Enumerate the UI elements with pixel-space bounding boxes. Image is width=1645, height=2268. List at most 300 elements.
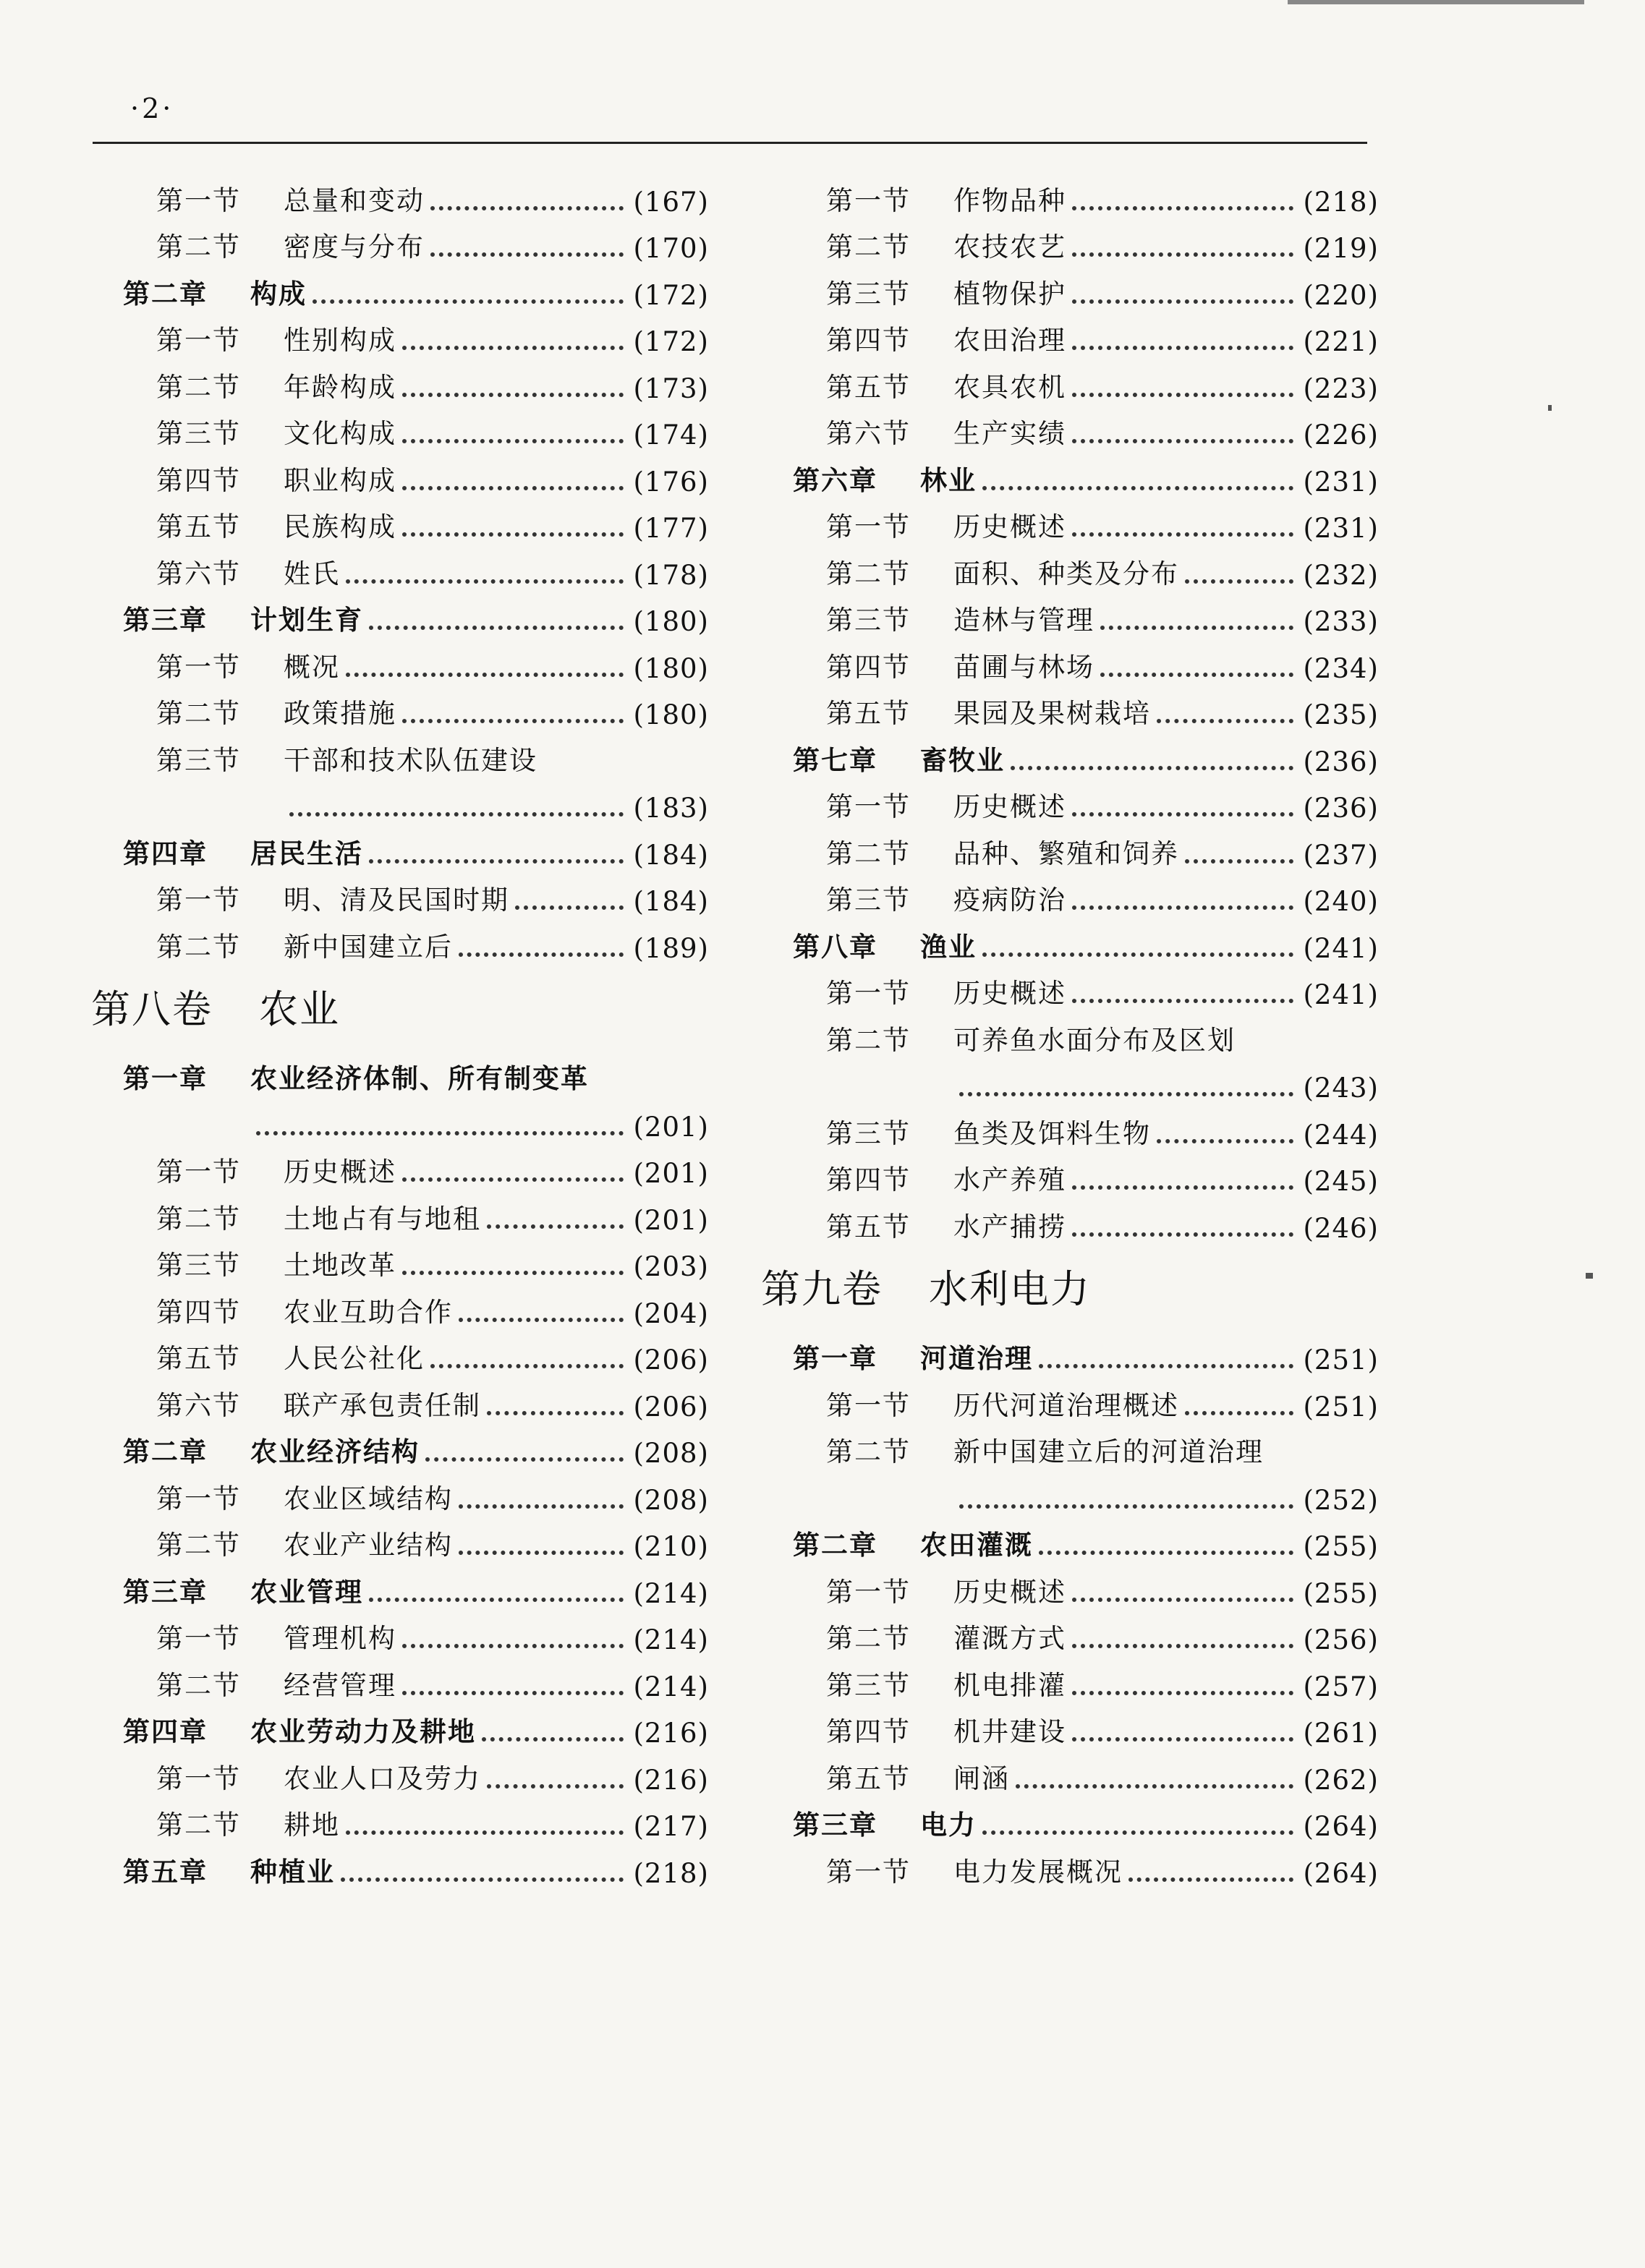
toc-section-entry: [123, 1376, 709, 1423]
toc-chapter-entry: [793, 730, 1379, 777]
dot-leader: [459, 952, 624, 957]
section-label: 第三节: [826, 605, 911, 636]
toc-entry-continuation: [793, 1057, 1379, 1104]
chapter-title: 农业经济体制、所有制变革: [250, 1063, 589, 1094]
section-title: 农业人口及劳力: [284, 1762, 481, 1794]
section-title: 人民公社化: [284, 1343, 425, 1374]
page-ref: (241): [1303, 979, 1379, 1010]
section-label: 第一节: [826, 1856, 911, 1888]
chapter-title: 电力: [920, 1809, 977, 1841]
section-title: 历代河道治理概述: [953, 1389, 1179, 1421]
section-label: 第四节: [826, 1164, 911, 1195]
section-title: 新中国建立后的河道治理: [953, 1436, 1264, 1467]
toc-section-entry: [793, 357, 1379, 404]
page-ref: (184): [633, 886, 709, 917]
toc-section-entry: [123, 311, 709, 358]
section-label: 第五节: [826, 371, 911, 403]
section-label: 第五节: [826, 698, 911, 729]
section-label: 第二节: [156, 1203, 241, 1235]
dot-leader: [1072, 1737, 1293, 1742]
dot-leader: [346, 579, 624, 584]
section-label: 第二节: [826, 1623, 911, 1654]
page-ref: (174): [633, 419, 709, 451]
page-ref: (231): [1303, 513, 1379, 544]
section-label: 第二节: [156, 371, 241, 403]
toc-section-entry: [123, 404, 709, 451]
section-title: 果园及果树栽培: [953, 698, 1151, 729]
section-title: 年龄构成: [284, 371, 396, 403]
section-title: 农业互助合作: [284, 1296, 453, 1328]
page-ref: (206): [633, 1344, 709, 1376]
toc-chapter-entry: [123, 264, 709, 311]
page-ref: (245): [1303, 1166, 1379, 1197]
toc-chapter-entry: [793, 451, 1379, 498]
chapter-title: 种植业: [250, 1856, 335, 1888]
toc-section-entry: [123, 1609, 709, 1656]
toc-section-entry: [123, 1516, 709, 1563]
toc-section-entry: [123, 1143, 709, 1190]
toc-section-entry: [793, 591, 1379, 638]
section-label: 第六节: [156, 1389, 241, 1421]
dot-leader: [1016, 1784, 1293, 1789]
page-ref: (240): [1303, 886, 1379, 917]
section-label: 第一节: [156, 184, 241, 216]
page-ref: (243): [1303, 1073, 1379, 1104]
section-title: 电力发展概况: [953, 1856, 1123, 1888]
dot-leader: [1072, 532, 1293, 537]
section-title: 经营管理: [284, 1669, 396, 1701]
section-label: 第一节: [156, 1623, 241, 1654]
toc-section-entry: [123, 730, 709, 777]
toc-chapter-entry: [123, 1562, 709, 1609]
page-ref: (204): [633, 1297, 709, 1329]
toc-chapter-entry: [793, 1796, 1379, 1843]
section-label: 第二节: [826, 558, 911, 589]
chapter-title: 河道治理: [920, 1343, 1033, 1374]
toc-left-column: [91, 171, 709, 1889]
toc-section-entry: [123, 637, 709, 684]
dot-leader: [402, 719, 624, 723]
toc-section-entry: [793, 1376, 1379, 1423]
page-ref: (184): [633, 839, 709, 871]
dot-leader: [1072, 1185, 1293, 1190]
section-title: 历史概述: [953, 1576, 1066, 1608]
page-ref: (255): [1303, 1577, 1379, 1609]
page-ref: (231): [1303, 466, 1379, 498]
chapter-label: 第二章: [793, 1530, 877, 1561]
dot-leader: [459, 1551, 624, 1555]
section-label: 第一节: [826, 1576, 911, 1608]
chapter-label: 第八章: [793, 931, 877, 963]
dot-leader: [289, 812, 624, 817]
page-ref: (217): [633, 1811, 709, 1842]
section-title: 农田治理: [953, 325, 1066, 356]
section-title: 密度与分布: [284, 231, 425, 263]
section-label: 第四节: [826, 325, 911, 356]
toc-section-entry: [123, 1469, 709, 1516]
chapter-title: 畜牧业: [920, 744, 1005, 776]
page-ref: (234): [1303, 652, 1379, 684]
scan-mark: [1586, 1273, 1593, 1279]
toc-section-entry: [123, 1189, 709, 1236]
dot-leader: [1039, 1551, 1293, 1555]
dot-leader: [1072, 999, 1293, 1003]
dot-leader: [369, 1598, 624, 1602]
section-title: 疫病防治: [953, 884, 1066, 916]
chapter-title: 居民生活: [250, 837, 363, 869]
dot-leader: [487, 1224, 624, 1229]
dot-leader: [256, 1131, 624, 1135]
dot-leader: [341, 1877, 624, 1882]
section-title: 土地占有与地租: [284, 1203, 481, 1235]
page-ref: (178): [633, 559, 709, 591]
dot-leader: [1072, 1598, 1293, 1602]
page-ref: (214): [633, 1671, 709, 1702]
page-ref: (210): [633, 1531, 709, 1562]
section-label: 第二节: [826, 231, 911, 263]
toc-chapter-entry: [123, 1423, 709, 1470]
section-title: 鱼类及饵料生物: [953, 1117, 1151, 1149]
dot-leader: [346, 1830, 624, 1835]
dot-leader: [1072, 905, 1293, 910]
section-label: 第五节: [156, 511, 241, 542]
section-title: 历史概述: [953, 511, 1066, 542]
page-ref: (264): [1303, 1811, 1379, 1842]
page-ref: (226): [1303, 419, 1379, 451]
page-number: ·2·: [130, 93, 174, 124]
chapter-title: 构成: [250, 278, 307, 310]
section-label: 第四节: [156, 464, 241, 496]
section-title: 机电排灌: [953, 1669, 1066, 1701]
dot-leader: [982, 1830, 1293, 1835]
chapter-label: 第三章: [123, 1576, 208, 1608]
toc-chapter-entry: [123, 1702, 709, 1749]
section-label: 第四节: [156, 1296, 241, 1328]
toc-entry-continuation: [123, 1096, 709, 1143]
toc-section-entry: [123, 218, 709, 265]
toc-section-entry: [793, 824, 1379, 871]
toc-section-entry: [793, 264, 1379, 311]
page-ref: (233): [1303, 606, 1379, 637]
chapter-label: 第四章: [123, 837, 208, 869]
section-title: 植物保护: [953, 278, 1066, 310]
toc-section-entry: [793, 1423, 1379, 1470]
section-title: 农技农艺: [953, 231, 1066, 263]
page-ref: (264): [1303, 1857, 1379, 1889]
dot-leader: [1072, 1691, 1293, 1695]
toc-entry-continuation: [793, 1469, 1379, 1516]
page-ref: (223): [1303, 372, 1379, 404]
section-title: 干部和技术队伍建设: [284, 744, 537, 776]
toc-volume-entry: [761, 1244, 1379, 1329]
section-title: 职业构成: [284, 464, 396, 496]
dot-leader: [402, 346, 624, 350]
toc-chapter-entry: [123, 824, 709, 871]
chapter-label: 第六章: [793, 464, 877, 496]
page-ref: (183): [633, 793, 709, 824]
dot-leader: [1072, 439, 1293, 443]
toc-section-entry: [793, 1609, 1379, 1656]
chapter-label: 第二章: [123, 278, 208, 310]
page-ref: (244): [1303, 1119, 1379, 1151]
section-title: 管理机构: [284, 1623, 396, 1654]
chapter-title: 林业: [920, 464, 977, 496]
dot-leader: [1128, 1877, 1293, 1882]
section-title: 水产捕捞: [953, 1211, 1066, 1242]
dot-leader: [515, 905, 624, 910]
section-label: 第三节: [156, 1250, 241, 1281]
section-label: 第二节: [156, 931, 241, 963]
toc-section-entry: [793, 777, 1379, 824]
chapter-title: 渔业: [920, 931, 977, 963]
toc-section-entry: [123, 1282, 709, 1329]
toc-section-entry: [123, 498, 709, 545]
dot-leader: [430, 1364, 624, 1368]
toc-section-entry: [793, 637, 1379, 684]
chapter-title: 农业管理: [250, 1576, 363, 1608]
section-title: 生产实绩: [953, 418, 1066, 449]
dot-leader: [1185, 579, 1293, 584]
toc-section-entry: [123, 1329, 709, 1376]
section-label: 第二节: [826, 1024, 911, 1056]
section-label: 第三节: [826, 884, 911, 916]
page-ref: (208): [633, 1484, 709, 1516]
page-ref: (251): [1303, 1391, 1379, 1423]
section-label: 第五节: [156, 1343, 241, 1374]
section-title: 耕地: [284, 1809, 340, 1841]
dot-leader: [459, 1504, 624, 1509]
dot-leader: [959, 1092, 1293, 1096]
section-label: 第三节: [826, 1117, 911, 1149]
dot-leader: [1072, 1644, 1293, 1648]
dot-leader: [1072, 346, 1293, 350]
page-ref: (236): [1303, 793, 1379, 824]
page-ref: (218): [633, 1857, 709, 1889]
page-ref: (255): [1303, 1531, 1379, 1562]
toc-section-entry: [123, 451, 709, 498]
section-title: 文化构成: [284, 418, 396, 449]
toc-section-entry: [123, 357, 709, 404]
dot-leader: [1011, 766, 1293, 770]
chapter-label: 第七章: [793, 744, 877, 776]
toc-section-entry: [793, 1702, 1379, 1749]
section-label: 第三节: [826, 1669, 911, 1701]
chapter-label: 第三章: [793, 1809, 877, 1841]
section-title: 苗圃与林场: [953, 651, 1094, 683]
section-label: 第二节: [156, 1530, 241, 1561]
section-title: 总量和变动: [284, 184, 425, 216]
page-ref: (218): [1303, 186, 1379, 218]
toc-section-entry: [793, 498, 1379, 545]
volume-title: 水利电力: [929, 1266, 1091, 1312]
page-ref: (177): [633, 513, 709, 544]
page-ref: (176): [633, 466, 709, 498]
page-ref: (261): [1303, 1718, 1379, 1749]
page-ref: (172): [633, 279, 709, 311]
section-label: 第一节: [156, 884, 241, 916]
toc-chapter-entry: [793, 1329, 1379, 1376]
toc-section-entry: [793, 544, 1379, 591]
page-ref: (235): [1303, 699, 1379, 730]
dot-leader: [402, 1271, 624, 1275]
dot-leader: [1072, 252, 1293, 257]
section-title: 联产承包责任制: [284, 1389, 481, 1421]
dot-leader: [1039, 1364, 1293, 1368]
chapter-label: 第五章: [123, 1856, 208, 1888]
chapter-label: 第四章: [123, 1716, 208, 1747]
dot-leader: [402, 532, 624, 537]
toc-chapter-entry: [123, 591, 709, 638]
dot-leader: [369, 626, 624, 630]
toc-section-entry: [793, 1197, 1379, 1244]
section-title: 灌溉方式: [953, 1623, 1066, 1654]
toc-section-entry: [793, 871, 1379, 918]
section-label: 第一节: [826, 791, 911, 822]
toc-section-entry: [123, 1749, 709, 1796]
section-label: 第一节: [826, 1389, 911, 1421]
chapter-title: 农业劳动力及耕地: [250, 1716, 476, 1747]
section-title: 民族构成: [284, 511, 396, 542]
dot-leader: [1072, 393, 1293, 397]
page-ref: (241): [1303, 932, 1379, 964]
section-title: 面积、种类及分布: [953, 558, 1179, 589]
page-ref: (221): [1303, 326, 1379, 357]
dot-leader: [430, 206, 624, 210]
section-label: 第一节: [826, 511, 911, 542]
dot-leader: [487, 1784, 624, 1789]
section-label: 第一节: [156, 1156, 241, 1188]
dot-leader: [402, 393, 624, 397]
page-ref: (214): [633, 1624, 709, 1655]
dot-leader: [402, 1691, 624, 1695]
page-ref: (206): [633, 1391, 709, 1423]
page-ref: (251): [1303, 1344, 1379, 1376]
page-ref: (167): [633, 186, 709, 218]
toc-section-entry: [123, 917, 709, 964]
page-ref: (180): [633, 652, 709, 684]
page-ref: (232): [1303, 559, 1379, 591]
section-label: 第二节: [156, 1669, 241, 1701]
page-ref: (189): [633, 932, 709, 964]
page-ref: (236): [1303, 746, 1379, 777]
section-title: 性别构成: [284, 325, 396, 356]
section-label: 第一节: [156, 1762, 241, 1794]
dot-leader: [1072, 1232, 1293, 1237]
chapter-title: 计划生育: [250, 605, 363, 636]
dot-leader: [482, 1737, 624, 1742]
page-ref: (214): [633, 1577, 709, 1609]
dot-leader: [959, 1504, 1293, 1509]
toc-section-entry: [123, 1655, 709, 1702]
section-label: 第五节: [826, 1762, 911, 1794]
section-label: 第三节: [156, 418, 241, 449]
section-title: 历史概述: [284, 1156, 396, 1188]
section-label: 第二节: [156, 698, 241, 729]
toc-section-entry: [793, 1842, 1379, 1889]
toc-section-entry: [793, 684, 1379, 731]
section-title: 可养鱼水面分布及区划: [953, 1024, 1236, 1056]
page-ref: (173): [633, 372, 709, 404]
section-label: 第六节: [156, 558, 241, 589]
section-title: 闸涵: [953, 1762, 1010, 1794]
dot-leader: [1100, 626, 1293, 630]
dot-leader: [982, 952, 1293, 957]
page-ref: (220): [1303, 279, 1379, 311]
page-ref: (201): [633, 1158, 709, 1189]
toc-section-entry: [793, 1104, 1379, 1151]
section-label: 第二节: [156, 231, 241, 263]
toc-section-entry: [793, 1151, 1379, 1198]
page-ref: (262): [1303, 1764, 1379, 1796]
toc-section-entry: [123, 871, 709, 918]
section-label: 第三节: [156, 744, 241, 776]
chapter-label: 第一章: [793, 1343, 877, 1374]
section-title: 政策措施: [284, 698, 396, 729]
section-title: 历史概述: [953, 791, 1066, 822]
section-label: 第六节: [826, 418, 911, 449]
dot-leader: [402, 486, 624, 490]
section-label: 第二节: [156, 1809, 241, 1841]
dot-leader: [1072, 299, 1293, 304]
dot-leader: [1072, 206, 1293, 210]
section-title: 作物品种: [953, 184, 1066, 216]
section-title: 历史概述: [953, 978, 1066, 1009]
dot-leader: [459, 1318, 624, 1322]
page-ref: (219): [1303, 233, 1379, 264]
page-ref: (237): [1303, 839, 1379, 871]
toc-section-entry: [793, 1655, 1379, 1702]
page-ref: (180): [633, 606, 709, 637]
toc-chapter-entry: [123, 1842, 709, 1889]
section-title: 农业产业结构: [284, 1530, 453, 1561]
chapter-label: 第一章: [123, 1063, 208, 1094]
toc-section-entry: [793, 171, 1379, 218]
section-label: 第二节: [826, 1436, 911, 1467]
scan-mark: [1548, 405, 1552, 411]
volume-title: 农业: [259, 986, 340, 1032]
dot-leader: [1185, 859, 1293, 864]
toc-section-entry: [793, 1749, 1379, 1796]
section-label: 第二节: [826, 837, 911, 869]
page-ref: (216): [633, 1718, 709, 1749]
section-title: 造林与管理: [953, 605, 1094, 636]
toc-section-entry: [793, 964, 1379, 1011]
toc-chapter-entry: [793, 917, 1379, 964]
toc-section-entry: [793, 218, 1379, 265]
toc-section-entry: [123, 171, 709, 218]
section-title: 新中国建立后: [284, 931, 453, 963]
dot-leader: [425, 1457, 624, 1462]
section-title: 农具农机: [953, 371, 1066, 403]
page-ref: (256): [1303, 1624, 1379, 1655]
toc-right-column: [761, 171, 1379, 1889]
toc-section-entry: [123, 1796, 709, 1843]
toc-section-entry: [123, 684, 709, 731]
dot-leader: [402, 1644, 624, 1648]
section-label: 第五节: [826, 1211, 911, 1242]
section-title: 品种、繁殖和饲养: [953, 837, 1179, 869]
toc-section-entry: [793, 404, 1379, 451]
page-ref: (252): [1303, 1484, 1379, 1516]
page-ref: (216): [633, 1764, 709, 1796]
dot-leader: [1157, 719, 1293, 723]
toc-section-entry: [793, 1562, 1379, 1609]
toc-section-entry: [793, 311, 1379, 358]
toc-entry-continuation: [123, 777, 709, 824]
chapter-label: 第二章: [123, 1436, 208, 1467]
section-label: 第一节: [156, 325, 241, 356]
section-title: 机井建设: [953, 1716, 1066, 1747]
